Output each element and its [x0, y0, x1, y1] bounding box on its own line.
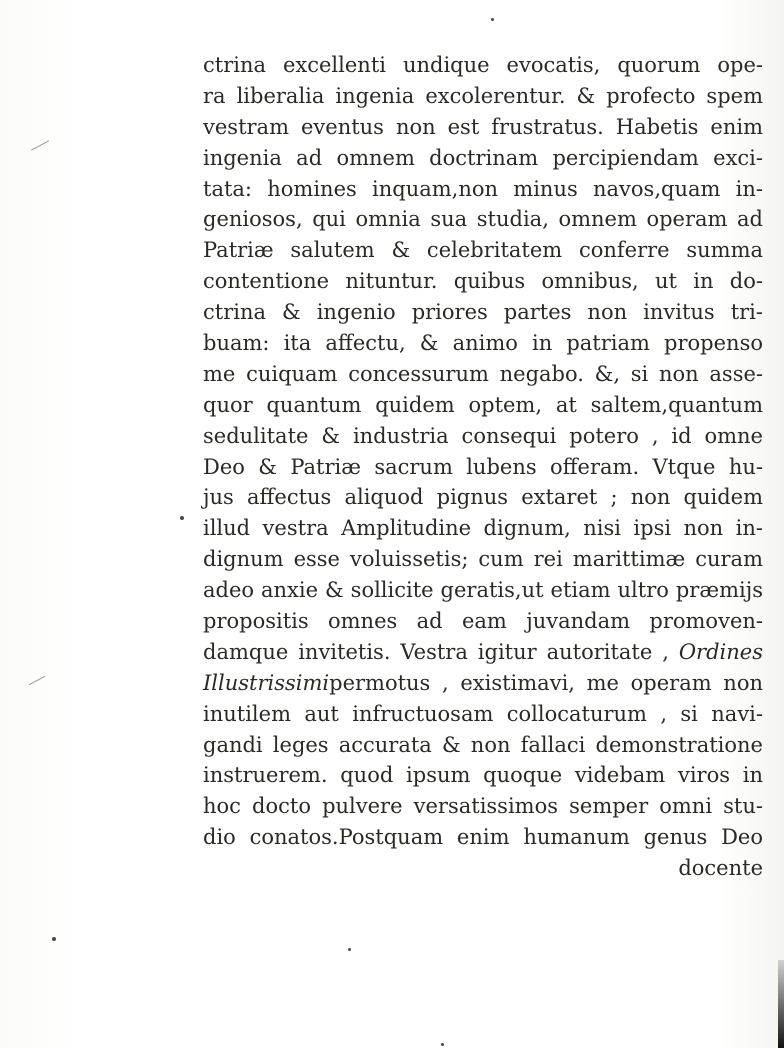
ink-speck [180, 516, 184, 520]
text-line: buam: ita affectu, & animo in patriam propenso [203, 331, 763, 356]
margin-mark [29, 676, 45, 685]
text-line: ctrina excellenti undique evocatis, quorum ope- [203, 53, 763, 77]
text-line: quor quantum quidem optem, at saltem,quantum [203, 392, 763, 417]
ink-speck [52, 937, 56, 941]
italic-ordines: Ordines [678, 639, 763, 664]
text-line: tata: homines inquam,non minus navos,quam in- [203, 176, 763, 201]
body-text [203, 50, 763, 884]
text-line-rest: permotus , existimavi, me operam non [329, 670, 763, 695]
text-line: Deo & Patriæ sacrum lubens offeram. Vtque hu- [203, 454, 763, 479]
text-line: ra liberalia ingenia excolerentur. & profecto spem [203, 83, 763, 108]
ink-speck [348, 948, 351, 951]
text-line: dignum esse voluissetis; cum rei marittimæ curam [203, 547, 763, 572]
text-line-start: damque invitetis. Vestra igitur autoritate , [203, 639, 669, 664]
text-line: adeo anxie & sollicite geratis,ut etiam ultro præmijs [203, 578, 763, 603]
text-line: sedulitate & industria consequi potero , id omne [203, 423, 763, 448]
text-line: vestram eventus non est frustratus. Habetis enim [203, 114, 763, 139]
text-line: jus affectus aliquod pignus extaret ; non quidem [203, 485, 763, 510]
text-line: illud vestra Amplitudine dignum, nisi ipsi non in- [203, 516, 763, 541]
text-line: gandi leges accurata & non fallaci demonstratione [203, 732, 763, 757]
text-line: inutilem aut infructuosam collocaturum , si navi- [203, 701, 763, 726]
text-line: ctrina & ingenio priores partes non invitus tri- [203, 300, 763, 325]
text-line: propositis omnes ad eam juvandam promoven- [203, 609, 763, 634]
text-line [203, 637, 763, 668]
text-line: dio conatos.Postquam enim humanum genus Deo [203, 825, 763, 850]
ink-speck [491, 18, 494, 21]
italic-illustrissimi: Illustrissimi [203, 670, 330, 695]
page-edge-shadow [778, 960, 784, 1048]
text-line [203, 668, 763, 699]
ink-speck [441, 1043, 444, 1046]
text-line: instruerem. quod ipsum quoque videbam viros in [203, 763, 763, 788]
text-line: Patriæ salutem & celebritatem conferre summa [203, 238, 763, 263]
text-line: hoc docto pulvere versatissimos semper omni stu- [203, 794, 763, 819]
text-line: geniosos, qui omnia sua studia, omnem operam ad [203, 207, 763, 232]
catchword: docente [678, 856, 763, 881]
text-line: me cuiquam concessurum negabo. &, si non asse- [203, 361, 763, 386]
margin-mark [31, 140, 49, 150]
text-line: contentione nituntur. quibus omnibus, ut in do- [203, 269, 763, 294]
text-line: ingenia ad omnem doctrinam percipiendam exci- [203, 145, 763, 170]
